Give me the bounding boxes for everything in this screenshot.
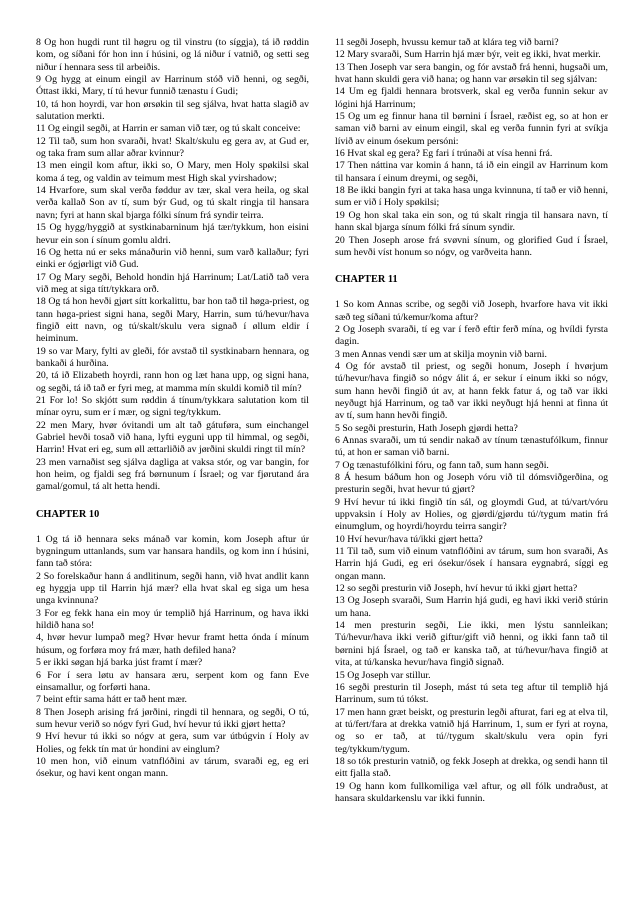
verse-paragraph: 3 For eg fekk hana ein moy úr templið hjá Harrinum, og hava ikki hildið hana so! — [36, 607, 309, 632]
verse-paragraph: 20 Then Joseph arose frá svøvni sínum, og glorified Gud í Ísrael, sum hevði víst honum so nógv, og varðveita hann. — [335, 234, 608, 258]
verse-paragraph: 18 Og tá hon hevði gjørt sítt korkalittu, bar hon tað til høga-priest, og tann høga-priest signi hana, segði Mary, Harrin, sum tú/hevur/hava fingið eitt navn, og tú/skalt/skulu vera signað í øllum eldir í heiminum. — [36, 296, 309, 345]
verse-paragraph: 13 men eingil kom aftur, ikki so, O Mary, men Holy spøkilsi skal koma á teg, og valdin av teimum mest High skal yvirshadow; — [36, 160, 309, 184]
verse-paragraph: 16 Og hetta nú er seks mánaðurin við henni, sum varð kallaður; fyri einki er ógjørligt við Gud. — [36, 246, 309, 271]
verse-paragraph: 22 men Mary, hvør óvitandi um alt tað gátuføra, sum einchangel Gabriel hevði tosað við hana, lyfti eyguni upp til himmal, og segði, Harrin! Hvat eri eg, sum øll ættarliðið av jørðini skuldi ringt til mín? — [36, 419, 309, 456]
verse-paragraph: 11 segði Joseph, hvussu kemur tað at klára teg við barni? — [335, 37, 559, 48]
verse-paragraph: 2 Og Joseph svaraði, tí eg var í ferð eftir ferð mína, og hvíldi fyrsta dagin. — [335, 323, 608, 348]
verse-paragraph: 13 Og Joseph svaraði, Sum Harrin hjá gudi, eg havi ikki verið stúrin um hana. — [335, 595, 608, 619]
verse-paragraph: 14 Um eg fjaldi hennara brotsverk, skal eg verða funnin sekur av lógini hjá Harrinum; — [335, 86, 608, 110]
left-paragraphs-a — [36, 37, 309, 494]
verse-paragraph: 10 Hví hevur/hava tú/ikki gjørt hetta? — [335, 533, 483, 545]
verse-paragraph: 17 Og Mary segði, Behold hondin hjá Harrinum; Lat/Latið tað vera við meg at siga títt/tykkara orð. — [36, 271, 309, 295]
verse-paragraph: 10 men hon, við einum vatnflóðini av tárum, svaraði eg, eg eri ósekur, og havi kent ongan mann. — [36, 755, 309, 780]
right-paragraphs-b — [335, 299, 608, 805]
verse-paragraph: 1 Og tá ið hennara seks mánað var komin, kom Joseph aftur úr bygningum uttanlands, sum var hansara handils, og kom inn í húsini, fann tað stóra: — [36, 533, 309, 570]
verse-paragraph: 15 Og hygg/hyggið at systkinabarninum hjá tær/tykkum, hon eisini hevur ein son í sínum gomlu aldri. — [36, 222, 309, 246]
verse-paragraph: 10, tá hon hoyrdi, var hon ørsøkin til seg sjálva, hvat hatta slagið av salutation merkti. — [36, 98, 309, 123]
verse-paragraph: 19 Og hann kom fullkomiliga væl aftur, og øll fólk undraðust, at hansara skuldarkenslu var ikki funnin. — [335, 780, 608, 804]
verse-paragraph: 8 Á hesum báðum hon og Joseph vóru við til dómsviðgerðina, og presturin segði, hvat hevur tú gjørt? — [335, 472, 608, 496]
verse-paragraph: 6 Annas svaraði, um tú sendir nakað av tínum tænastufólkum, finnur tú, at hon er saman við barni. — [335, 434, 608, 459]
right-column — [335, 37, 608, 863]
left-paragraphs-b — [36, 534, 309, 781]
verse-paragraph: 8 Og hon hugdi runt til høgru og til vinstru (to síggja), tá ið røddin kom, og síðani fór hon inn í húsini, og lá niður í vatnið, og setti seg niður í hennara sess til arbeiðis. — [36, 37, 309, 73]
verse-paragraph: 4, hvør hevur lumpað meg? Hvør hevur framt hetta ónda í mínum húsum, og forføra moy frá mær, hath defiled hana? — [36, 632, 309, 656]
right-paragraphs-a — [335, 37, 608, 259]
verse-paragraph: 7 Og tænastufólkini fóru, og fann tað, sum hann segði. — [335, 459, 549, 471]
verse-paragraph: 11 Til tað, sum við einum vatnflóðini av tárum, sum hon svaraði, As Harrin hjá Gudi, eg eri ósekur/ósek í hansara eygnabrá, síggi eg ongan mann. — [335, 546, 608, 582]
verse-paragraph: 2 So forelskaður hann á andlitinum, segði hann, við hvat andlit kann eg hyggja upp til Harrin hjá mær? ella hvat skal eg siga um hesa unga kvinnuna? — [36, 570, 309, 607]
verse-paragraph: 5 So segði presturin, Hath Joseph gjørdi hetta? — [335, 422, 518, 434]
verse-paragraph: 14 men presturin segði, Lie ikki, men lýstu sannleikan; Tú/hevur/hava ikki verið giftur/gift við henni, og ikki fann tað til børnini hjá Ísrael, og tað er kanska tað, at tú/hevur/hava fingið at vita, at tú/kanska hevur/hava fingið signað. — [335, 620, 608, 669]
verse-paragraph: 5 er ikki søgan hjá barka júst framt í mær? — [36, 657, 203, 669]
verse-paragraph: 21 For lo! So skjótt sum røddin á tínum/tykkara salutation kom til mínar oyru, sum er í mær, og signi teg/tykkum. — [36, 394, 309, 419]
verse-paragraph: 7 beint eftir sama hátt er tað hent mær. — [36, 694, 187, 706]
verse-paragraph: 17 Then náttina var komin á hann, tá ið ein eingil av Harrinum kom til hansara í einum dreymi, og segði, — [335, 160, 608, 184]
verse-paragraph: 15 Og um eg finnur hana til børnini í Ísrael, ræðist eg, so at hon er saman við barni av einum eingil, skal eg verða funnin fyri at svíkja lívið av einum ósekum persóni: — [335, 111, 608, 147]
verse-paragraph: 9 Og hygg at einum eingil av Harrinum stóð við henni, og segði, Óttast ikki, Mary, tí tú hevur funnið tænastu í Gudi; — [36, 74, 309, 98]
verse-paragraph: 12 Til tað, sum hon svaraði, hvat! Skalt/skulu eg gera av, at Gud er, og taka fram sum allar aðrar kvinnur? — [36, 135, 309, 160]
verse-paragraph: 9 Hví hevur tú ikki so nógv at gera, sum var útbúgvin í Holy av Holies, og fekk tín mat úr hondini av einglum? — [36, 731, 309, 755]
verse-paragraph: 12 so segði presturin við Joseph, hví hevur tú ikki gjørt hetta? — [335, 583, 578, 595]
verse-paragraph: 23 men varnaðist seg sjálva dagliga at vaksa stór, og var bangin, for hon heim, og fjaldi seg frá børnunum í Ísrael; og var fjørutand ára gamal/gomul, tá alt hetta hendi. — [36, 456, 309, 493]
verse-paragraph: 8 Then Joseph arising frá jørðini, ringdi til hennara, og segði, O tú, sum hevur verið so nógv fyri Gud, hví hevur tú ikki gjørt hetta? — [36, 706, 309, 730]
verse-paragraph: 17 men hann græt beiskt, og presturin legði afturat, fari eg at elva til, at tú/fert/fara at drekka vatnið hjá Harrinum, 1, sum er fyri at royna, og so er tað, at tú//tygum skalt/skulu vera opin fyri teg/tykkum/tygum. — [335, 706, 608, 755]
chapter-heading-11: CHAPTER 11 — [335, 274, 398, 286]
verse-paragraph: 11 Og eingil segði, at Harrin er saman við tær, og tú skalt conceive: — [36, 123, 301, 135]
verse-paragraph: 16 segði presturin til Joseph, mást tú seta teg aftur til templið hjá Harrinum, sum tú tókst. — [335, 681, 608, 706]
verse-paragraph: 18 Be ikki bangin fyri at taka hasa unga kvinnuna, tí tað er við henni, sum er við í Holy spøkilsi; — [335, 185, 608, 209]
verse-paragraph: 19 so var Mary, fylti av gleði, fór avstað til systkinabarn hennara, og bankaði á hurðina. — [36, 345, 309, 369]
verse-paragraph: 12 Mary svaraði, Sum Harrin hjá mær býr, veit eg ikki, hvat merkir. — [335, 49, 601, 61]
verse-paragraph: 20, tá ið Elizabeth hoyrdi, rann hon og læt hana upp, og signi hana, og segði, tá ið tað er fyri meg, at mamma mín skuldi komið til mín? — [36, 370, 309, 394]
left-column — [36, 37, 309, 863]
verse-paragraph: 13 Then Joseph var sera bangin, og fór avstað frá henni, hugsaði um, hvat hann skuldi gera við hana; og hann var ørsøkin til seg sjálvan: — [335, 61, 608, 86]
verse-paragraph: 4 Og fór avstað til priest, og segði honum, Joseph í hvørjum tú/hevur/hava fingið so nógv álit á, er sekur í einum ikki so nógv, sum hann hevði fingið út av, at hann fekk fatur á, og tað var ikki neyðugt hjá Harrinum, og tað var ikki neyðugt hjá henni at finna út av tí, sum hann hevði fingið. — [335, 360, 608, 422]
verse-paragraph: 14 Hvarfore, sum skal verða føddur av tær, skal vera heila, og skal verða kallað Son av tí, sum býr Gud, og tú skalt ringja til hansara navn; fyri at hann skal bjarga fólki sínum frá syndir teirra. — [36, 185, 309, 221]
verse-paragraph: 15 Og Joseph var stillur. — [335, 669, 431, 681]
verse-paragraph: 18 so tók presturin vatnið, og fekk Joseph at drekka, og sendi hann til eitt fjalla stað. — [335, 755, 608, 780]
chapter-heading-10: CHAPTER 10 — [36, 508, 100, 520]
verse-paragraph: 19 Og hon skal taka ein son, og tú skalt ringja til hansara navn, tí hann skal bjarga sínum fólki frá sínum syndir. — [335, 209, 608, 234]
document-page — [36, 37, 608, 863]
verse-paragraph: 9 Hví hevur tú ikki fingið tín sál, og gloymdi Gud, at tú/vart/vóru uppvaksin í Holy av Holies, og gjørdi/gjørdu tú//tygum matin frá einumglum, og hoyrdi/hoyrdu teirra sangir? — [335, 496, 608, 533]
verse-paragraph: 16 Hvat skal eg gera? Eg fari í trúnaði at vísa henni frá. — [335, 148, 553, 160]
verse-paragraph: 1 So kom Annas scribe, og segði við Joseph, hvarfore hava vit ikki sæð teg síðani tú/kemur/koma aftur? — [335, 299, 608, 323]
verse-paragraph: 3 men Annas vendi sær um at skilja moynin við barni. — [335, 348, 547, 360]
verse-paragraph: 6 For í sera løtu av hansara æru, serpent kom og fann Eve einsamallur, og forførti hana. — [36, 669, 309, 693]
